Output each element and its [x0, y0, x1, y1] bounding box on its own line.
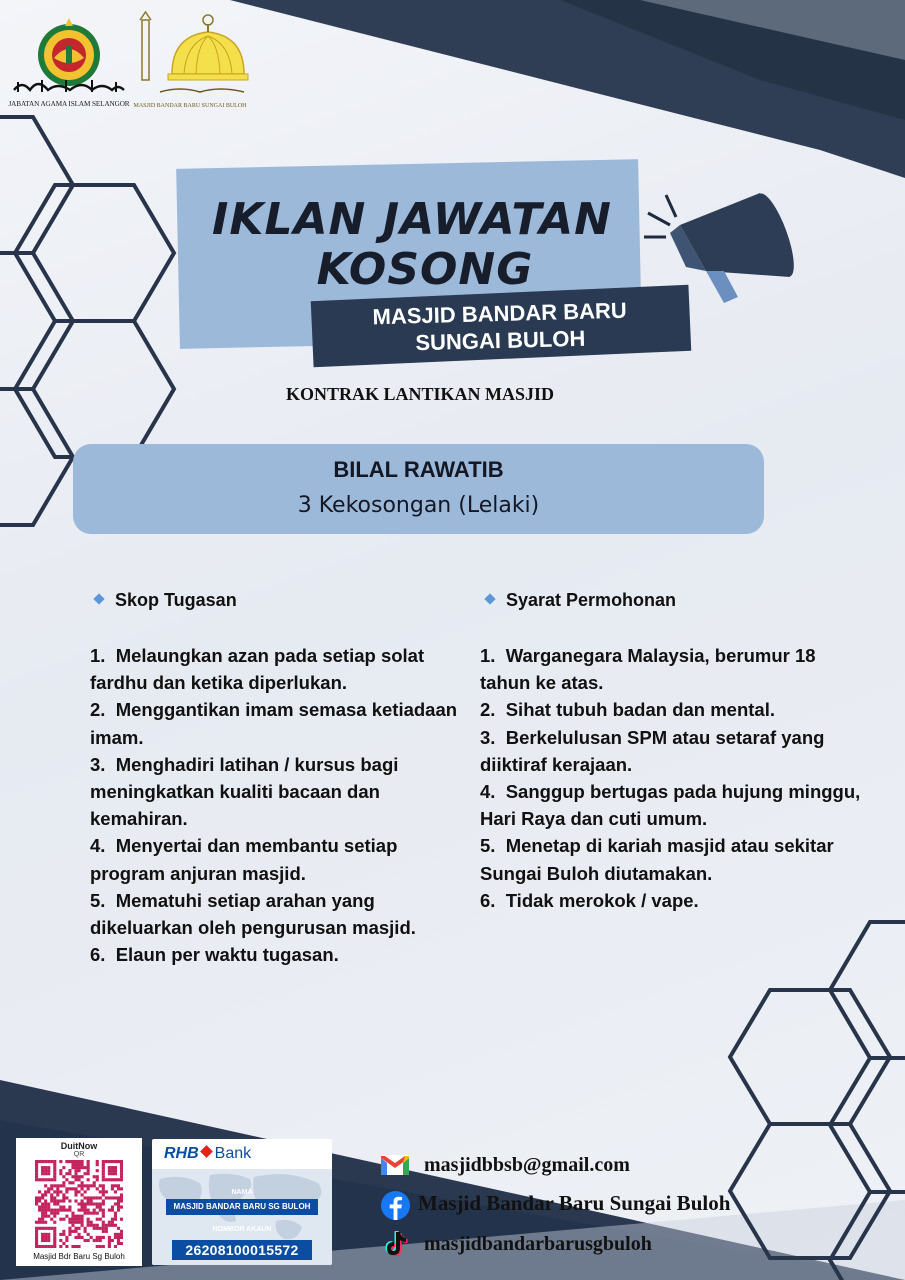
list-item: kemahiran.	[90, 808, 188, 830]
list-item: 1. Warganegara Malaysia, berumur 18	[480, 645, 816, 666]
duitnow-qr-card	[16, 1138, 142, 1266]
requirements-list	[480, 642, 860, 914]
contract-type: KONTRAK LANTIKAN MASJID	[285, 384, 555, 404]
mosque-name-line2: SUNGAI BULOH	[415, 325, 586, 356]
list-item: 6. Tidak merokok / vape.	[480, 889, 699, 911]
list-item: imam.	[90, 726, 144, 748]
mosque-dome-icon	[130, 8, 250, 102]
jais-caption: JABATAN AGAMA ISLAM SELANGOR	[8, 100, 130, 108]
contact-email[interactable]: masjidbbsb@gmail.com	[424, 1154, 630, 1176]
list-item: 3. Menghadiri latihan / kursus bagi	[90, 753, 399, 775]
qr-brand: DuitNow	[60, 1141, 98, 1151]
mosque-name	[329, 296, 670, 359]
requirements-heading-text: Syarat Permohonan	[506, 590, 677, 610]
jais-logo	[8, 10, 130, 110]
qr-sub: QR	[73, 1151, 85, 1158]
list-item: dikeluarkan oleh pengurusan masjid.	[90, 917, 416, 939]
list-item: diiktiraf kerajaan.	[480, 753, 633, 775]
scope-heading-text: Skop Tugasan	[115, 590, 237, 610]
list-item: 4. Menyertai dan membantu setiap	[90, 835, 398, 857]
bank-brand: RHB	[164, 1145, 199, 1162]
list-item: Sungai Buloh diutamakan.	[480, 862, 713, 884]
account-name: MASJID BANDAR BARU SG BULOH	[166, 1199, 318, 1215]
rhb-bank-logo	[164, 1145, 251, 1163]
gmail-icon	[380, 1153, 410, 1177]
qr-caption: Masjid Bdr Baru Sg Buloh	[33, 1252, 125, 1261]
facebook-icon	[380, 1190, 411, 1221]
scope-list	[90, 642, 460, 968]
mosque-logo	[130, 8, 250, 110]
contact-tiktok[interactable]: masjidbandarbarusgbuloh	[424, 1233, 652, 1255]
account-number: 26208100015572	[172, 1240, 312, 1260]
jais-emblem-icon	[8, 10, 130, 100]
account-number-label: NOMBOR AKAUN	[212, 1226, 272, 1233]
bank-account-card	[152, 1139, 332, 1265]
list-item: tahun ke atas.	[480, 672, 604, 694]
diamond-bullet-icon	[484, 593, 495, 604]
scope-heading	[95, 590, 237, 611]
list-item: Hari Raya dan cuti umum.	[480, 808, 708, 830]
list-item: 2. Menggantikan imam semasa ketiadaan	[90, 699, 458, 721]
title-line1: IKLAN JAWATAN	[212, 194, 612, 245]
title-line2: KOSONG	[316, 244, 534, 295]
list-item: 1. Melaungkan azan pada setiap solat	[90, 645, 425, 666]
rhb-diamond-icon	[200, 1145, 213, 1158]
list-item: 6. Elaun per waktu tugasan.	[90, 944, 339, 966]
list-item: 5. Menetap di kariah masjid atau sekitar	[480, 835, 834, 857]
qr-code-icon	[35, 1160, 123, 1248]
account-name-label: NAMA	[231, 1189, 253, 1196]
tiktok-icon	[383, 1230, 409, 1258]
diamond-bullet-icon	[93, 593, 104, 604]
position-vacancies: 3 Kekosongan (Lelaki)	[297, 493, 540, 518]
mosque-caption: MASJID BANDAR BARU SUNGAI BULOH	[133, 103, 247, 109]
bank-word: Bank	[214, 1145, 252, 1162]
contact-facebook[interactable]: Masjid Bandar Baru Sungai Buloh	[418, 1191, 731, 1215]
list-item: 5. Mematuhi setiap arahan yang	[90, 889, 375, 911]
list-item: fardhu dan ketika diperlukan.	[90, 672, 348, 694]
position-title: BILAL RAWATIB	[333, 457, 504, 482]
list-item: 3. Berkelulusan SPM atau setaraf yang	[480, 726, 825, 748]
list-item: 2. Sihat tubuh badan dan mental.	[480, 699, 775, 721]
list-item: meningkatkan kualiti bacaan dan	[90, 781, 380, 803]
list-item: program anjuran masjid.	[90, 862, 306, 884]
megaphone-icon	[640, 185, 800, 315]
mosque-name-line1: MASJID BANDAR BARU	[372, 297, 628, 330]
list-item: 4. Sanggup bertugas pada hujung minggu,	[480, 781, 861, 803]
requirements-heading	[486, 590, 676, 611]
